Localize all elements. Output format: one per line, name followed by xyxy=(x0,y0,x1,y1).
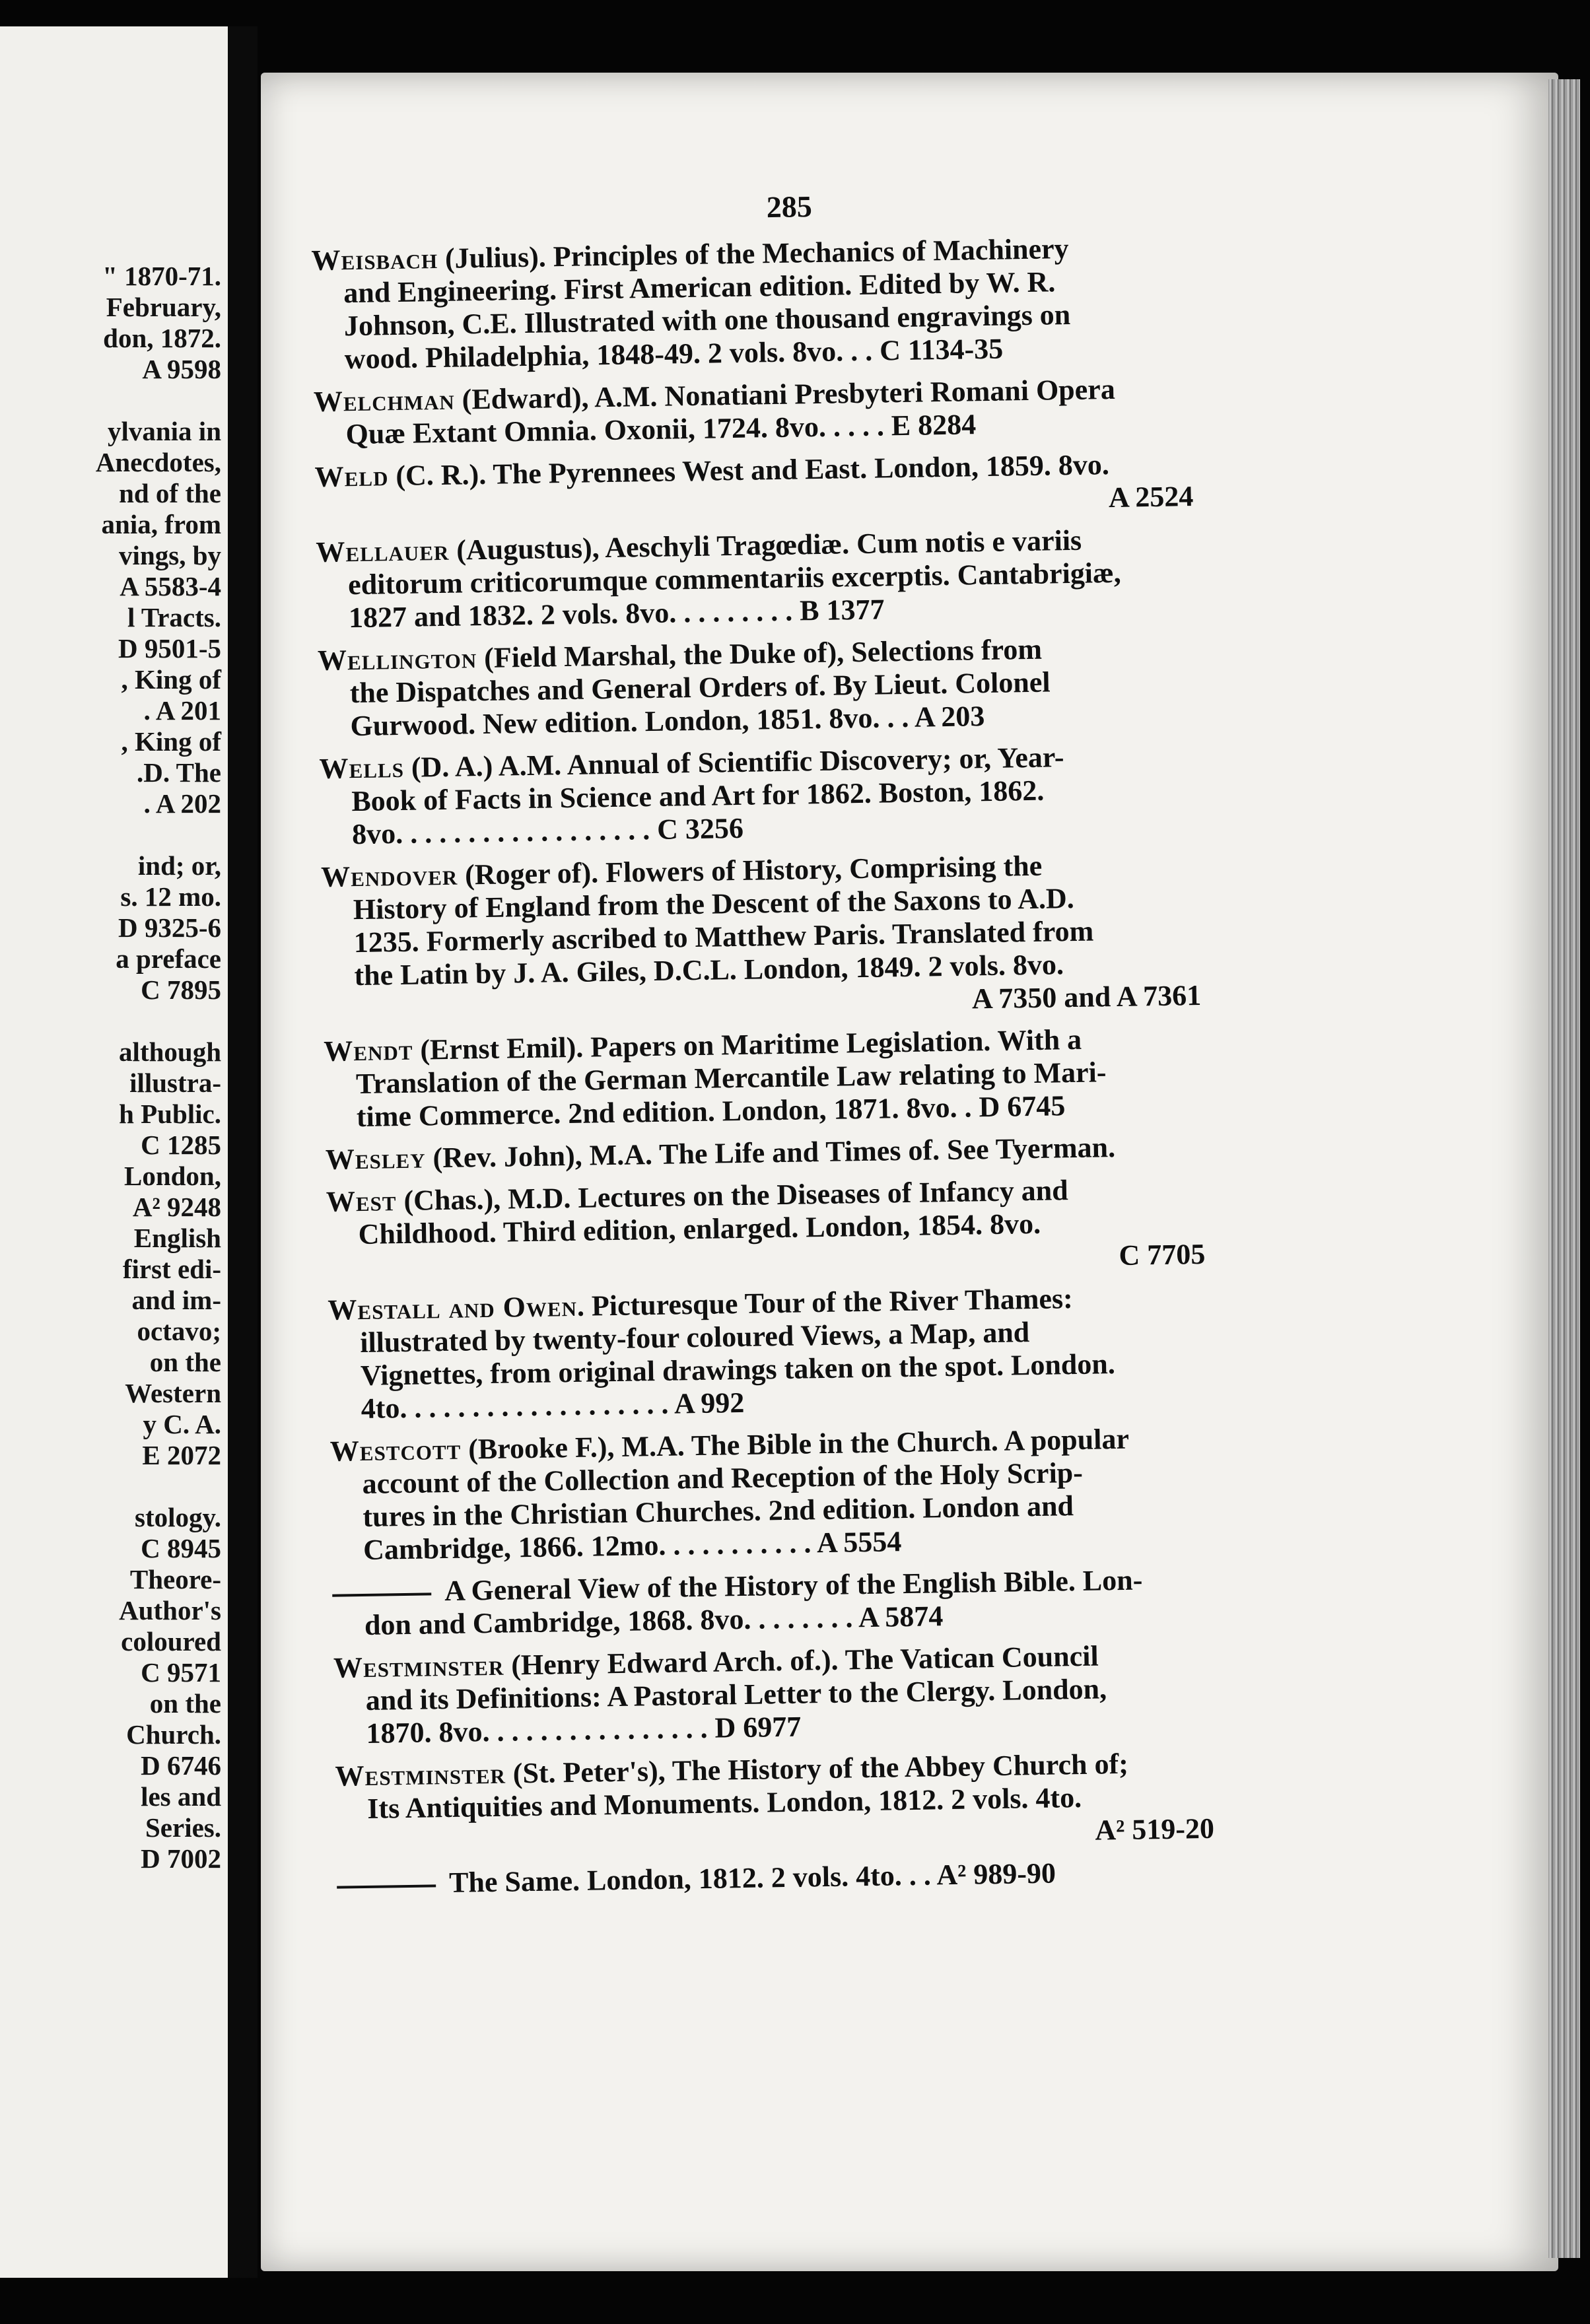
entry-text: Cambridge, 1866. 12mo. . . . . . . . . . . A 5554 xyxy=(363,1525,902,1566)
ditto-dash xyxy=(337,1884,436,1888)
left-page-line: Anecdotes, xyxy=(95,447,221,477)
catalogue-entry xyxy=(328,1280,1208,1426)
entry-text: (Roger of). Flowers of History, Comprising the xyxy=(457,849,1043,891)
left-page-line: on the xyxy=(149,1347,221,1377)
entry-heading: Weld xyxy=(314,460,389,493)
left-page-line: A² 9248 xyxy=(132,1192,221,1222)
left-page-line: ania, from xyxy=(101,509,221,539)
catalogue-entry xyxy=(314,447,1193,527)
entry-heading: Wellauer xyxy=(316,533,450,568)
entry-text: wood. Philadelphia, 1848-49. 2 vols. 8vo. . . C 1134-35 xyxy=(344,332,1004,376)
left-page-line: E 2072 xyxy=(142,1440,221,1470)
left-page-line: y C. A. xyxy=(143,1409,221,1439)
entry-text: account of the Collection and Reception of the Holy Scrip- xyxy=(362,1456,1084,1501)
entry-text: (Augustus), Aeschyli Tragœdiæ. Cum notis e variis xyxy=(448,524,1082,566)
left-page-line: first edi- xyxy=(122,1254,221,1284)
entry-text: A General View of the History of the English Bible. Lon- xyxy=(444,1563,1143,1608)
entry-text: Vignettes, from original drawings taken on the spot. London. xyxy=(360,1348,1116,1392)
entry-heading: Weisbach xyxy=(311,242,438,277)
left-page-line: Western xyxy=(125,1378,221,1408)
left-page-line: Author's xyxy=(119,1595,221,1625)
entry-text: and Engineering. First American edition. Edited by W. R. xyxy=(343,265,1056,310)
entry-text: the Dispatches and General Orders of. By Lieut. Colonel xyxy=(349,666,1051,710)
entry-text: (D. A.) A.M. Annual of Scientific Discovery; or, Year- xyxy=(403,741,1064,784)
catalogue-entry xyxy=(324,1021,1203,1134)
left-page-line: coloured xyxy=(121,1626,221,1657)
left-page-line: . A 201 xyxy=(143,695,221,726)
catalogue-entry xyxy=(333,1638,1213,1751)
catalogue-entries xyxy=(311,230,1215,1901)
page-content xyxy=(310,184,1216,1911)
entry-text: (Brooke F.), M.A. The Bible in the Church. A popular xyxy=(460,1422,1130,1466)
left-page-line: English xyxy=(133,1223,221,1253)
left-page-line xyxy=(3,1471,221,1502)
entry-text: Its Antiquities and Monuments. London, 1812. 2 vols. 4to. xyxy=(366,1781,1082,1825)
entry-text: Childhood. Third edition, enlarged. London, 1854. 8vo. xyxy=(358,1207,1041,1251)
left-page-line: " 1870-71. xyxy=(102,261,221,291)
left-page-line: although xyxy=(119,1037,221,1067)
entry-text: illustrated by twenty-four coloured Views, a Map, and xyxy=(359,1316,1030,1359)
entry-text: (Chas.), M.D. Lectures on the Diseases of Infancy and xyxy=(396,1174,1069,1217)
page-edges xyxy=(1548,79,1580,2258)
entry-text: 1235. Formerly ascribed to Matthew Paris. Translated from xyxy=(353,914,1094,959)
entry-text: Translation of the German Mercantile Law relating to Mari- xyxy=(355,1056,1107,1101)
entry-text: 1827 and 1832. 2 vols. 8vo. . . . . . . . . B 1377 xyxy=(348,593,885,634)
catalogue-entry xyxy=(325,1130,1204,1177)
left-page-line: nd of the xyxy=(119,478,221,508)
entry-text: (Rev. John), M.A. The Life and Times of. See Tyerman. xyxy=(425,1131,1116,1175)
catalogue-entry xyxy=(313,372,1192,452)
entry-text: Johnson, C.E. Illustrated with one thousand engravings on xyxy=(343,298,1071,343)
catalogue-entry xyxy=(316,522,1195,635)
entry-text: 4to. . . . . . . . . . . . . . . . . . . A 992 xyxy=(361,1386,745,1425)
entry-text: time Commerce. 2nd edition. London, 1871. 8vo. . D 6745 xyxy=(356,1089,1066,1134)
entry-heading: Westminster xyxy=(335,1757,506,1793)
entry-text: editorum criticorumque commentariis excerptis. Cantabrigiæ, xyxy=(347,556,1122,601)
shelf-mark: A 7350 and A 7361 xyxy=(971,978,1202,1015)
entry-line xyxy=(337,1855,1216,1901)
left-page-line: a preface xyxy=(116,943,221,974)
entry-text: (St. Peter's), The History of the Abbey Church of; xyxy=(505,1747,1129,1790)
left-page-line: don, 1872. xyxy=(103,323,221,353)
entry-heading: Wellington xyxy=(317,642,477,677)
entry-heading: Welchman xyxy=(313,383,456,418)
entry-heading: Westcott xyxy=(329,1433,462,1468)
entry-text: 1870. 8vo. . . . . . . . . . . . . . . . D 6977 xyxy=(366,1710,802,1750)
left-page-line: London, xyxy=(123,1161,221,1191)
entry-heading: Westminster xyxy=(333,1649,504,1684)
entry-heading: Westall and Owen xyxy=(328,1289,578,1326)
left-page-line: A 9598 xyxy=(142,354,221,384)
left-page-line: C 1285 xyxy=(141,1130,221,1160)
entry-text: (C. R.). The Pyrennees West and East. London, 1859. 8vo. xyxy=(388,448,1110,493)
entry-heading: Wendt xyxy=(323,1033,413,1068)
left-page-text-column xyxy=(3,261,221,1874)
left-page-line xyxy=(3,819,221,850)
catalogue-entry xyxy=(319,739,1198,852)
left-page-line: .D. The xyxy=(137,757,221,788)
shelf-mark: A 2524 xyxy=(1108,480,1194,514)
ditto-dash xyxy=(332,1592,431,1596)
catalogue-entry xyxy=(332,1563,1211,1643)
left-page-line: February, xyxy=(106,292,221,322)
entry-text: don and Cambridge, 1868. 8vo. . . . . . . . A 5874 xyxy=(364,1600,944,1641)
entry-line xyxy=(325,1130,1204,1177)
left-page-line: Theore- xyxy=(129,1564,221,1594)
entry-text: and its Definitions: A Pastoral Letter to the Clergy. London, xyxy=(365,1672,1107,1717)
entry-text: Quæ Extant Omnia. Oxonii, 1724. 8vo. . . . . E 8284 xyxy=(345,408,977,451)
left-page-line: . A 202 xyxy=(143,788,221,819)
left-page-line: D 7002 xyxy=(141,1843,221,1874)
entry-heading: Wells xyxy=(319,751,405,785)
shelf-mark: A² 519-20 xyxy=(1094,1812,1215,1847)
left-page-line: Series. xyxy=(145,1812,221,1843)
catalogue-entry xyxy=(337,1855,1216,1901)
left-page-line: stology. xyxy=(135,1502,221,1532)
entry-text: Book of Facts in Science and Art for 1862. Boston, 1862. xyxy=(351,774,1045,818)
left-page-line: vings, by xyxy=(119,540,221,570)
catalogue-entry xyxy=(326,1172,1205,1285)
left-page-line: , King of xyxy=(121,664,221,695)
left-page-line: on the xyxy=(149,1688,221,1719)
entry-text: (Field Marshal, the Duke of), Selections from xyxy=(476,632,1043,675)
entry-text: History of England from the Descent of the Saxons to A.D. xyxy=(353,881,1075,926)
catalogue-entry xyxy=(321,847,1202,1026)
left-page-line: C 7895 xyxy=(141,974,221,1005)
left-page-line: h Public. xyxy=(119,1099,221,1129)
left-page-line: les and xyxy=(141,1781,221,1812)
page-number: 285 xyxy=(766,189,813,224)
left-page-line xyxy=(3,385,221,416)
left-page-line xyxy=(3,1006,221,1037)
catalogue-entry xyxy=(329,1421,1210,1567)
entry-text: (Edward), A.M. Nonatiani Presbyteri Romani Opera xyxy=(454,372,1116,416)
book-gutter xyxy=(228,26,258,2278)
entry-heading: West xyxy=(326,1184,397,1218)
left-page-line: D 6746 xyxy=(141,1750,221,1781)
left-page-line: ylvania in xyxy=(107,416,221,446)
left-page-line: octavo; xyxy=(137,1316,221,1346)
left-page-line: C 8945 xyxy=(141,1533,221,1563)
left-page-line: D 9325-6 xyxy=(118,912,221,943)
left-page-line: and im- xyxy=(131,1285,221,1315)
left-page-line: Church. xyxy=(126,1719,221,1750)
catalogue-entry xyxy=(318,631,1197,743)
entry-text: . Picturesque Tour of the River Thames: xyxy=(576,1282,1074,1322)
entry-text: tures in the Christian Churches. 2nd edition. London and xyxy=(363,1489,1074,1533)
entry-text: Gurwood. New edition. London, 1851. 8vo. . . A 203 xyxy=(350,700,985,743)
left-page-line: ind; or, xyxy=(137,850,221,881)
left-page-line: illustra- xyxy=(129,1068,221,1098)
entry-heading: Wesley xyxy=(325,1142,426,1176)
entry-text: 8vo. . . . . . . . . . . . . . . . . . C 3256 xyxy=(351,811,744,851)
left-page-line: D 9501-5 xyxy=(118,633,221,664)
entry-text: the Latin by J. A. Giles, D.C.L. London, 1849. 2 vols. 8vo. xyxy=(354,948,1064,992)
entry-heading: Wendover xyxy=(320,858,458,893)
entry-text: The Same. London, 1812. 2 vols. 4to. . . A² 989-90 xyxy=(448,1857,1056,1899)
entry-text: (Ernst Emil). Papers on Maritime Legislation. With a xyxy=(413,1023,1082,1066)
left-page-line: s. 12 mo. xyxy=(120,881,221,912)
left-page-line: C 9571 xyxy=(141,1657,221,1688)
shelf-mark: C 7705 xyxy=(1119,1237,1206,1272)
entry-text: (Julius). Principles of the Mechanics of Machinery xyxy=(437,232,1069,275)
left-page-line: l Tracts. xyxy=(127,602,221,632)
catalogue-entry xyxy=(311,230,1191,376)
left-page-line: A 5583-4 xyxy=(120,571,221,601)
entry-text: (Henry Edward Arch. of.). The Vatican Council xyxy=(503,1639,1099,1682)
left-page-line: , King of xyxy=(121,726,221,757)
catalogue-entry xyxy=(335,1746,1214,1859)
left-page-fragment xyxy=(0,26,228,2278)
